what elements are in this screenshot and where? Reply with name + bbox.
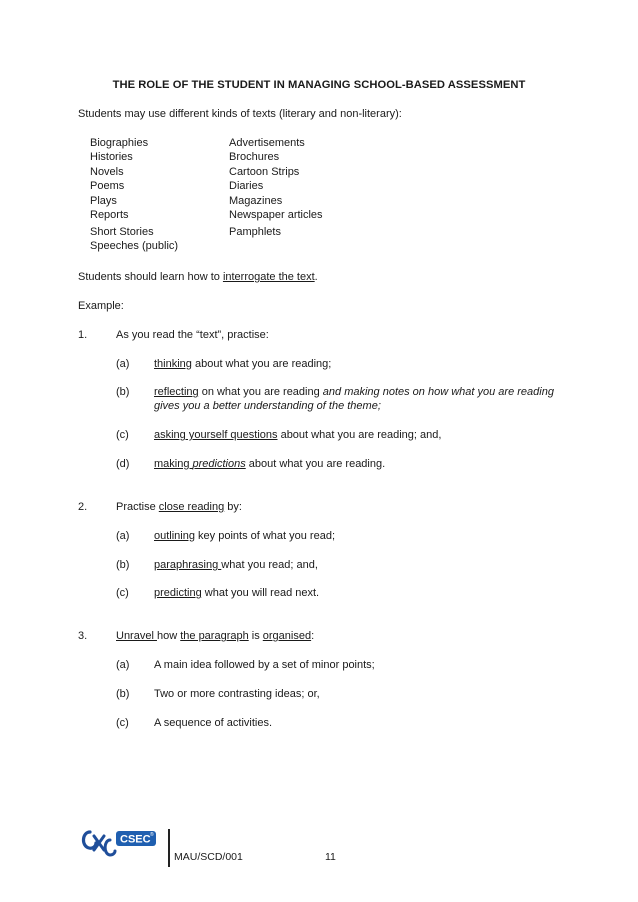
item-label: (a) <box>116 530 130 542</box>
cxc-csec-logo <box>80 826 164 860</box>
non-literary-item: Pamphlets <box>229 226 281 238</box>
item-label: (b) <box>116 559 130 571</box>
section-3-item-c: A sequence of activities. <box>154 717 273 729</box>
example-label: Example: <box>78 300 124 312</box>
text: is <box>248 630 263 642</box>
footer-divider <box>168 829 170 867</box>
section-2-item-c <box>154 586 319 600</box>
item-label: (c) <box>116 587 129 599</box>
section-1-item-a <box>154 357 331 371</box>
literary-item: Reports <box>90 209 129 221</box>
term: Unravel <box>116 630 157 642</box>
item-text: what you will read next. <box>201 587 320 599</box>
logo-wordmark: CSEC <box>120 833 151 846</box>
literary-item: Speeches (public) <box>90 240 179 252</box>
section-1-item-b <box>154 385 564 413</box>
term: making <box>154 458 193 470</box>
section-3-text <box>116 629 314 643</box>
document-code: MAU/SCD/001 <box>174 851 243 863</box>
section-3-item-b: Two or more contrasting ideas; or, <box>154 688 320 700</box>
literary-item: Histories <box>90 151 133 163</box>
text: how <box>156 630 181 642</box>
logo-registered-mark: ® <box>150 832 154 838</box>
text: by: <box>224 501 242 513</box>
item-label: (a) <box>116 659 130 671</box>
intro-text: Students may use different kinds of texts (literary and non-literary): <box>78 108 402 120</box>
item-text: what you read; and, <box>221 559 318 571</box>
section-2-item-b <box>154 558 318 572</box>
section-3-number: 3. <box>78 630 88 642</box>
interrogate-after: . <box>314 271 318 283</box>
section-1-item-c <box>154 428 441 442</box>
page-title: THE ROLE OF THE STUDENT IN MANAGING SCHOOL-BASED ASSESSMENT <box>112 79 526 91</box>
page-number: 11 <box>325 851 336 863</box>
section-2-text <box>116 500 242 514</box>
interrogate-before: Students should learn how to <box>78 271 223 283</box>
literary-item: Biographies <box>90 137 149 149</box>
non-literary-item: Cartoon Strips <box>229 166 300 178</box>
text: Practise <box>116 501 159 513</box>
literary-item: Novels <box>90 166 124 178</box>
non-literary-item: Brochures <box>229 151 280 163</box>
literary-item: Short Stories <box>90 226 154 238</box>
term: predicting <box>154 587 202 599</box>
item-text: on what you are reading <box>198 386 323 398</box>
term: organised <box>262 630 312 642</box>
term: thinking <box>154 358 192 370</box>
item-label: (a) <box>116 358 130 370</box>
item-label: (c) <box>116 717 129 729</box>
section-2-item-a <box>154 529 335 543</box>
interrogate-paragraph <box>78 270 318 284</box>
literary-item: Plays <box>90 195 117 207</box>
section-1-number: 1. <box>78 329 88 341</box>
literary-item: Poems <box>90 180 125 192</box>
non-literary-item: Newspaper articles <box>229 209 323 221</box>
text: : <box>311 630 315 642</box>
section-1-item-d <box>154 457 385 471</box>
item-italic-text: and making notes on how what you are reading gives you a better understanding of the theme; <box>154 386 554 412</box>
non-literary-item: Advertisements <box>229 137 305 149</box>
section-1-text: As you read the “text”, practise: <box>116 329 269 341</box>
term: close reading <box>158 501 225 513</box>
item-label: (b) <box>116 386 130 398</box>
section-3-item-a: A main idea followed by a set of minor points; <box>154 659 375 671</box>
item-text: key points of what you read; <box>194 530 336 542</box>
term: reflecting <box>154 386 199 398</box>
non-literary-item: Magazines <box>229 195 283 207</box>
non-literary-item: Diaries <box>229 180 264 192</box>
term-italic: predictions <box>192 458 246 470</box>
interrogate-term: interrogate the text <box>222 271 315 283</box>
section-2-number: 2. <box>78 501 88 513</box>
term: paraphrasing <box>154 559 222 571</box>
item-text: about what you are reading; <box>191 358 332 370</box>
item-label: (c) <box>116 429 129 441</box>
item-text: about what you are reading; and, <box>277 429 442 441</box>
item-label: (d) <box>116 458 130 470</box>
term: asking yourself questions <box>154 429 278 441</box>
item-text: about what you are reading. <box>245 458 386 470</box>
item-label: (b) <box>116 688 130 700</box>
term: outlining <box>154 530 195 542</box>
term: the paragraph <box>180 630 249 642</box>
